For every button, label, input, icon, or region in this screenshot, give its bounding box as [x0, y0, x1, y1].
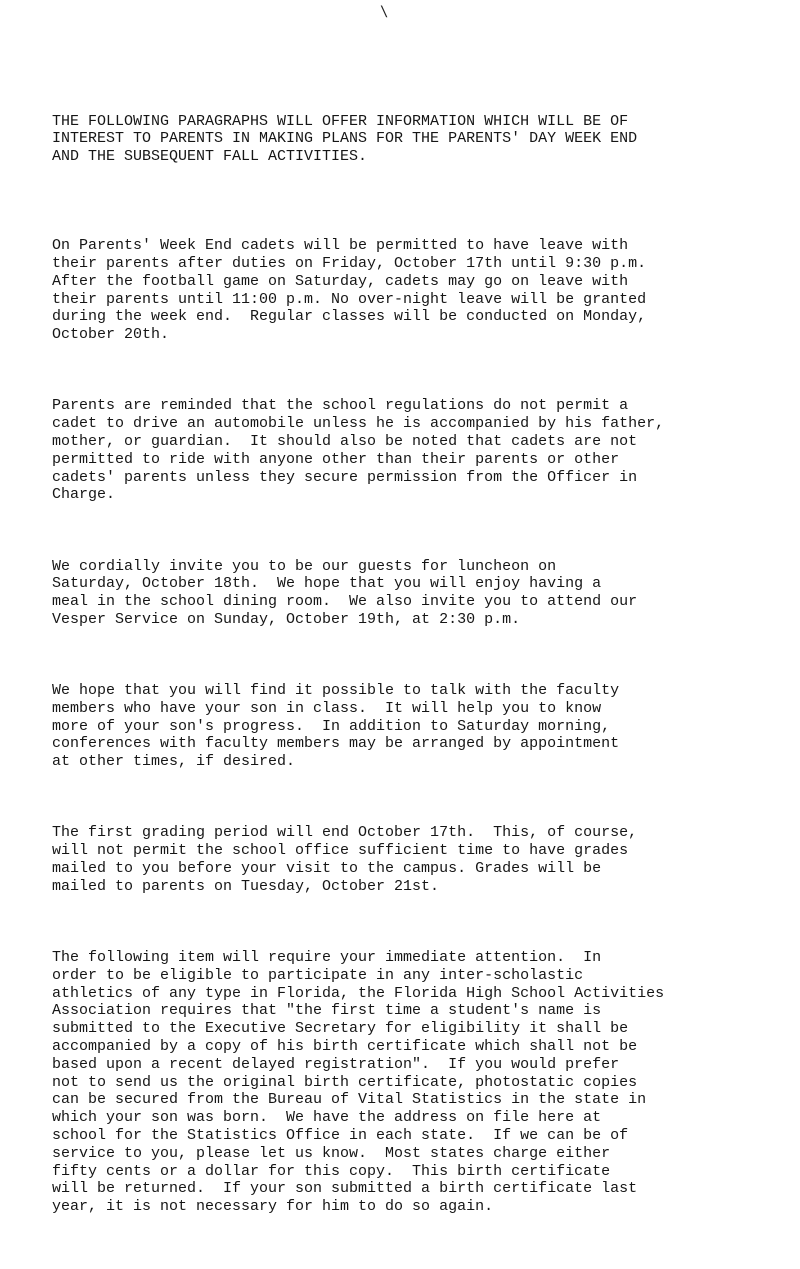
- paragraph-leave: On Parents' Week End cadets will be permitted to have leave with their parents after duties on Friday, October 17th until 9:30 p.m. After the football game on Saturday, cadets may go on leave with their parents until 11:00 p.m. No over-night leave will be granted during the week end. Regular classes will be conducted on Monday, October 20th.: [52, 237, 647, 344]
- paragraph-automobile: Parents are reminded that the school regulations do not permit a cadet to drive an automobile unless he is accompanied by his father, mother, or guardian. It should also be noted that cadets are not permitted to ride with anyone other than their parents or other cadets' parents unless they secure permission from the Officer in Charge.: [52, 397, 665, 504]
- paragraph-faculty: We hope that you will find it possible to talk with the faculty members who have your son in class. It will help you to know more of your son's progress. In addition to Saturday morning, conferences with faculty members may be arranged by appointment at other times, if desired.: [52, 682, 620, 771]
- document-body: [52, 77, 664, 1269]
- paragraph-grading: The first grading period will end October 17th. This, of course, will not permit the school office sufficient time to have grades mailed to you before your visit to the campus. Grades will be mailed to parents on Tuesday, October 21st.: [52, 824, 638, 895]
- paragraph-birth-certificate: The following item will require your immediate attention. In order to be eligible to participate in any inter-scholastic athletics of any type in Florida, the Florida High School Activities Association requires that "the first time a student's name is submitted to the Executive Secretary for eligibility it shall be accompanied by a copy of his birth certificate which shall not be based upon a recent delayed registration". If you would prefer not to send us the original birth certificate, photostatic copies can be secured from the Bureau of Vital Statistics in the state in which your son was born. We have the address on file here at school for the Statistics Office in each state. If we can be of service to you, please let us know. Most states charge either fifty cents or a dollar for this copy. This birth certificate will be returned. If your son submitted a birth certificate last year, it is not necessary for him to do so again.: [52, 949, 665, 1216]
- paragraph-luncheon: We cordially invite you to be our guests for luncheon on Saturday, October 18th. We hope that you will enjoy having a meal in the school dining room. We also invite you to attend our Vesper Service on Sunday, October 19th, at 2:30 p.m.: [52, 557, 638, 628]
- document-heading: THE FOLLOWING PARAGRAPHS WILL OFFER INFORMATION WHICH WILL BE OF INTEREST TO PARENTS IN MAKING PLANS FOR THE PARENTS' DAY WEEK END AND THE SUBSEQUENT FALL ACTIVITIES.: [52, 112, 638, 166]
- top-mark: \: [380, 4, 389, 20]
